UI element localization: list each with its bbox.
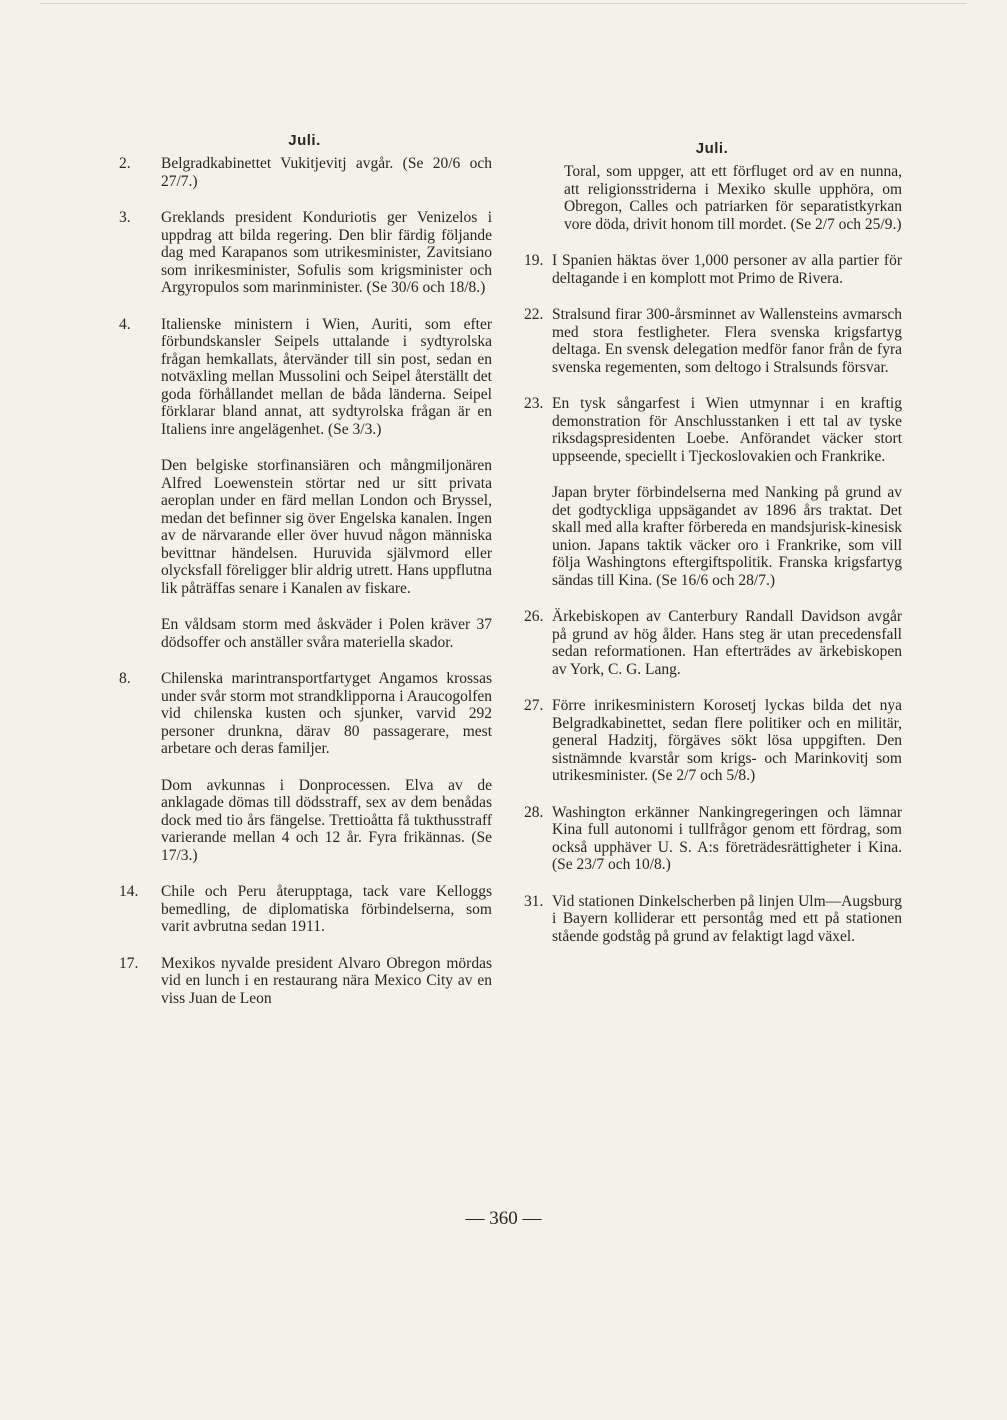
chronicle-entry — [522, 306, 902, 376]
entry-paragraph: Förre inrikesministern Korosetj lyckas bilda det nya Belgradkabinettet, sedan flere politiker och en militär, general Hadzitj, förgäves sökt lösa uppgiften. Den sistnämnde kvarstår som krigs- och Marinkovitj som utrikesminister. (Se 2/7 och 5/8.) — [552, 697, 902, 784]
left-column — [117, 132, 492, 1026]
entry-text — [552, 252, 902, 287]
entry-paragraph: Dom avkunnas i Donprocessen. Elva av de anklagade dömas till dödsstraff, sex av dem benådas dock med tio års fängelse. Trettioåtta få tukthusstraff varierande mellan 4 och 12 år. Fyra frikännas. (Se 17/3.) — [161, 776, 492, 864]
chronicle-entry — [522, 608, 902, 678]
entry-text — [552, 306, 902, 376]
page-number: — 360 — — [465, 1208, 542, 1229]
entry-paragraph: Vid stationen Dinkelscherben på linjen Ulm—Augsburg i Bayern kolliderar ett persontåg med ett på stationen stående godståg på grund av felaktigt lagd växel. — [552, 892, 902, 945]
entry-paragraph: Ärkebiskopen av Canterbury Randall Davidson avgår på grund av hög ålder. Hans steg är utan precedensfall sedan reformationen. Han efterträdes av ärkebiskopen av York, C. G. Lang. — [552, 608, 902, 678]
chronicle-entry — [117, 155, 492, 190]
entry-paragraph: Italienske ministern i Wien, Auriti, som efter förbundskansler Seipels uttalande i sydtyrolska frågan hemkallats, återvänder till sin post, sedan en notväxling mellan Mussolini och Seipel återställt det goda förhållandet mellan de båda länderna. Seipel förklarar bland annat, att sydtyrolska frågan är en Italiens inre angelägenhet. (Se 3/3.) — [161, 315, 492, 438]
entry-day: 26. — [524, 608, 544, 625]
entry-text — [161, 209, 492, 297]
entry-day: 3. — [119, 209, 131, 226]
chronicle-entry — [117, 316, 492, 652]
chronicle-entry — [522, 804, 902, 874]
chronicle-entry — [522, 697, 902, 785]
entry-day: 22. — [524, 306, 544, 323]
entry-paragraph: En tysk sångarfest i Wien utmynnar i en kraftig demonstration för Anschlusstanken i ett tal av tyske riksdagspresidenten Loebe. Anförandet väcker stort uppseende, speciellt i Tjeckoslovakien och Frankrike. — [552, 395, 902, 465]
chronicle-entry — [117, 883, 492, 936]
entry-text — [552, 697, 902, 785]
chronicle-entry — [117, 670, 492, 864]
entry-day: 27. — [524, 697, 544, 714]
entry-day: 17. — [119, 954, 139, 972]
entry-list — [522, 252, 902, 945]
entry-paragraph: Den belgiske storfinansiären och mångmiljonären Alfred Loewenstein störtar ned ur sitt privata aeroplan under en färd mellan London och Bryssel, medan det befinner sig över Engelska kanalen. Ingen av de närvarande eller över huvud någon människa bevittnar händelsen. Huruvida självmord eller olycksfall föreligger blir aldrig utrett. Hans uppflutna lik påträffas senare i Kanalen av fiskare. — [161, 457, 493, 597]
entry-day: 14. — [119, 883, 139, 900]
page-edge-rule — [40, 3, 967, 4]
entry-day: 8. — [119, 670, 131, 687]
entry-text — [552, 395, 902, 589]
entry-day: 4. — [119, 315, 131, 333]
entry-day: 28. — [524, 803, 544, 821]
entry-paragraph: Chile och Peru återupptaga, tack vare Kelloggs bemedling, de diplomatiska förbindelserna, som varit avbrutna sedan 1911. — [161, 883, 492, 935]
continued-entry-text: Toral, som uppger, att ett förfluget ord av en nunna, att religionsstriderna i Mexiko skulle upphöra, om Obregon, Calles och patriarken för separatistkyrkan vore döda, drivit honom till mordet. (Se 2/7 och 25/9.) — [564, 163, 902, 233]
entry-text — [552, 893, 902, 946]
entry-day: 23. — [524, 395, 544, 412]
entry-paragraph: Washington erkänner Nankingregeringen och lämnar Kina full autonomi i tullfrågor genom ett fördrag, som också upphäver U. S. A:s företrädesrättigheter i Kina. (Se 23/7 och 10/8.) — [552, 803, 902, 873]
entry-paragraph: Stralsund firar 300-årsminnet av Wallensteins avmarsch med stora festligheter. Flera svenska krigsfartyg deltaga. En svensk delegation medför fanor från de fyra svenska regementen, som deltogo i Stralsunds försvar. — [552, 306, 902, 376]
entry-day: 31. — [524, 892, 544, 910]
chronicle-entry — [117, 955, 492, 1008]
entry-day: 19. — [524, 252, 544, 269]
entry-text — [161, 670, 492, 864]
entry-text — [161, 883, 492, 936]
entry-text — [552, 608, 902, 678]
entry-list — [117, 155, 492, 1007]
entry-text — [161, 955, 492, 1008]
right-column — [522, 132, 902, 964]
entry-paragraph: En våldsam storm med åskväder i Polen kräver 37 dödsoffer och anställer svåra materiella skador. — [161, 616, 492, 651]
chronicle-entry — [522, 893, 902, 946]
chronicle-entry — [117, 209, 492, 297]
entry-text — [161, 316, 492, 652]
entry-paragraph: Mexikos nyvalde president Alvaro Obregon mördas vid en lunch i en restaurang nära Mexico City av en viss Juan de Leon — [161, 954, 492, 1007]
month-heading: Juli. — [288, 132, 321, 149]
entry-paragraph: Greklands president Konduriotis ger Venizelos i uppdrag att bilda regering. Den blir färdig följande dag med Karapanos som utrikesminister, Zavitsiano som inrikesminister, Sofulis som krigsminister och Argyropulos som marinminister. (Se 30/6 och 18/8.) — [161, 209, 492, 296]
month-heading: Juli. — [695, 140, 729, 157]
entry-text — [552, 804, 902, 874]
entry-paragraph: Japan bryter förbindelserna med Nanking på grund av det godtyckliga uppsägandet av 1896 års traktat. Det skall med alla krafter förbereda en mandsjurisk-kinesisk union. Japans taktik väcker oro i Frankrike, som vill följa Washingtons eftergiftspolitik. Franska krigsfartyg sändas till Kina. (Se 16/6 och 28/7.) — [552, 484, 902, 589]
entry-paragraph: Belgradkabinettet Vukitjevitj avgår. (Se 20/6 och 27/7.) — [161, 155, 492, 190]
entry-paragraph: Chilenska marintransportfartyget Angamos krossas under svår storm mot strandklipporna i Araucogolfen vid chilenska kusten och sjunker, varvid 292 personer drunkna, därav 80 passagerare, mest arbetare och deras familjer. — [161, 670, 492, 757]
entry-paragraph: I Spanien häktas över 1,000 personer av alla partier för deltagande i en komplott mot Primo de Rivera. — [552, 252, 902, 287]
chronicle-entry — [522, 395, 902, 589]
chronicle-entry — [522, 252, 902, 287]
entry-day: 2. — [119, 155, 131, 172]
entry-text — [161, 155, 492, 190]
